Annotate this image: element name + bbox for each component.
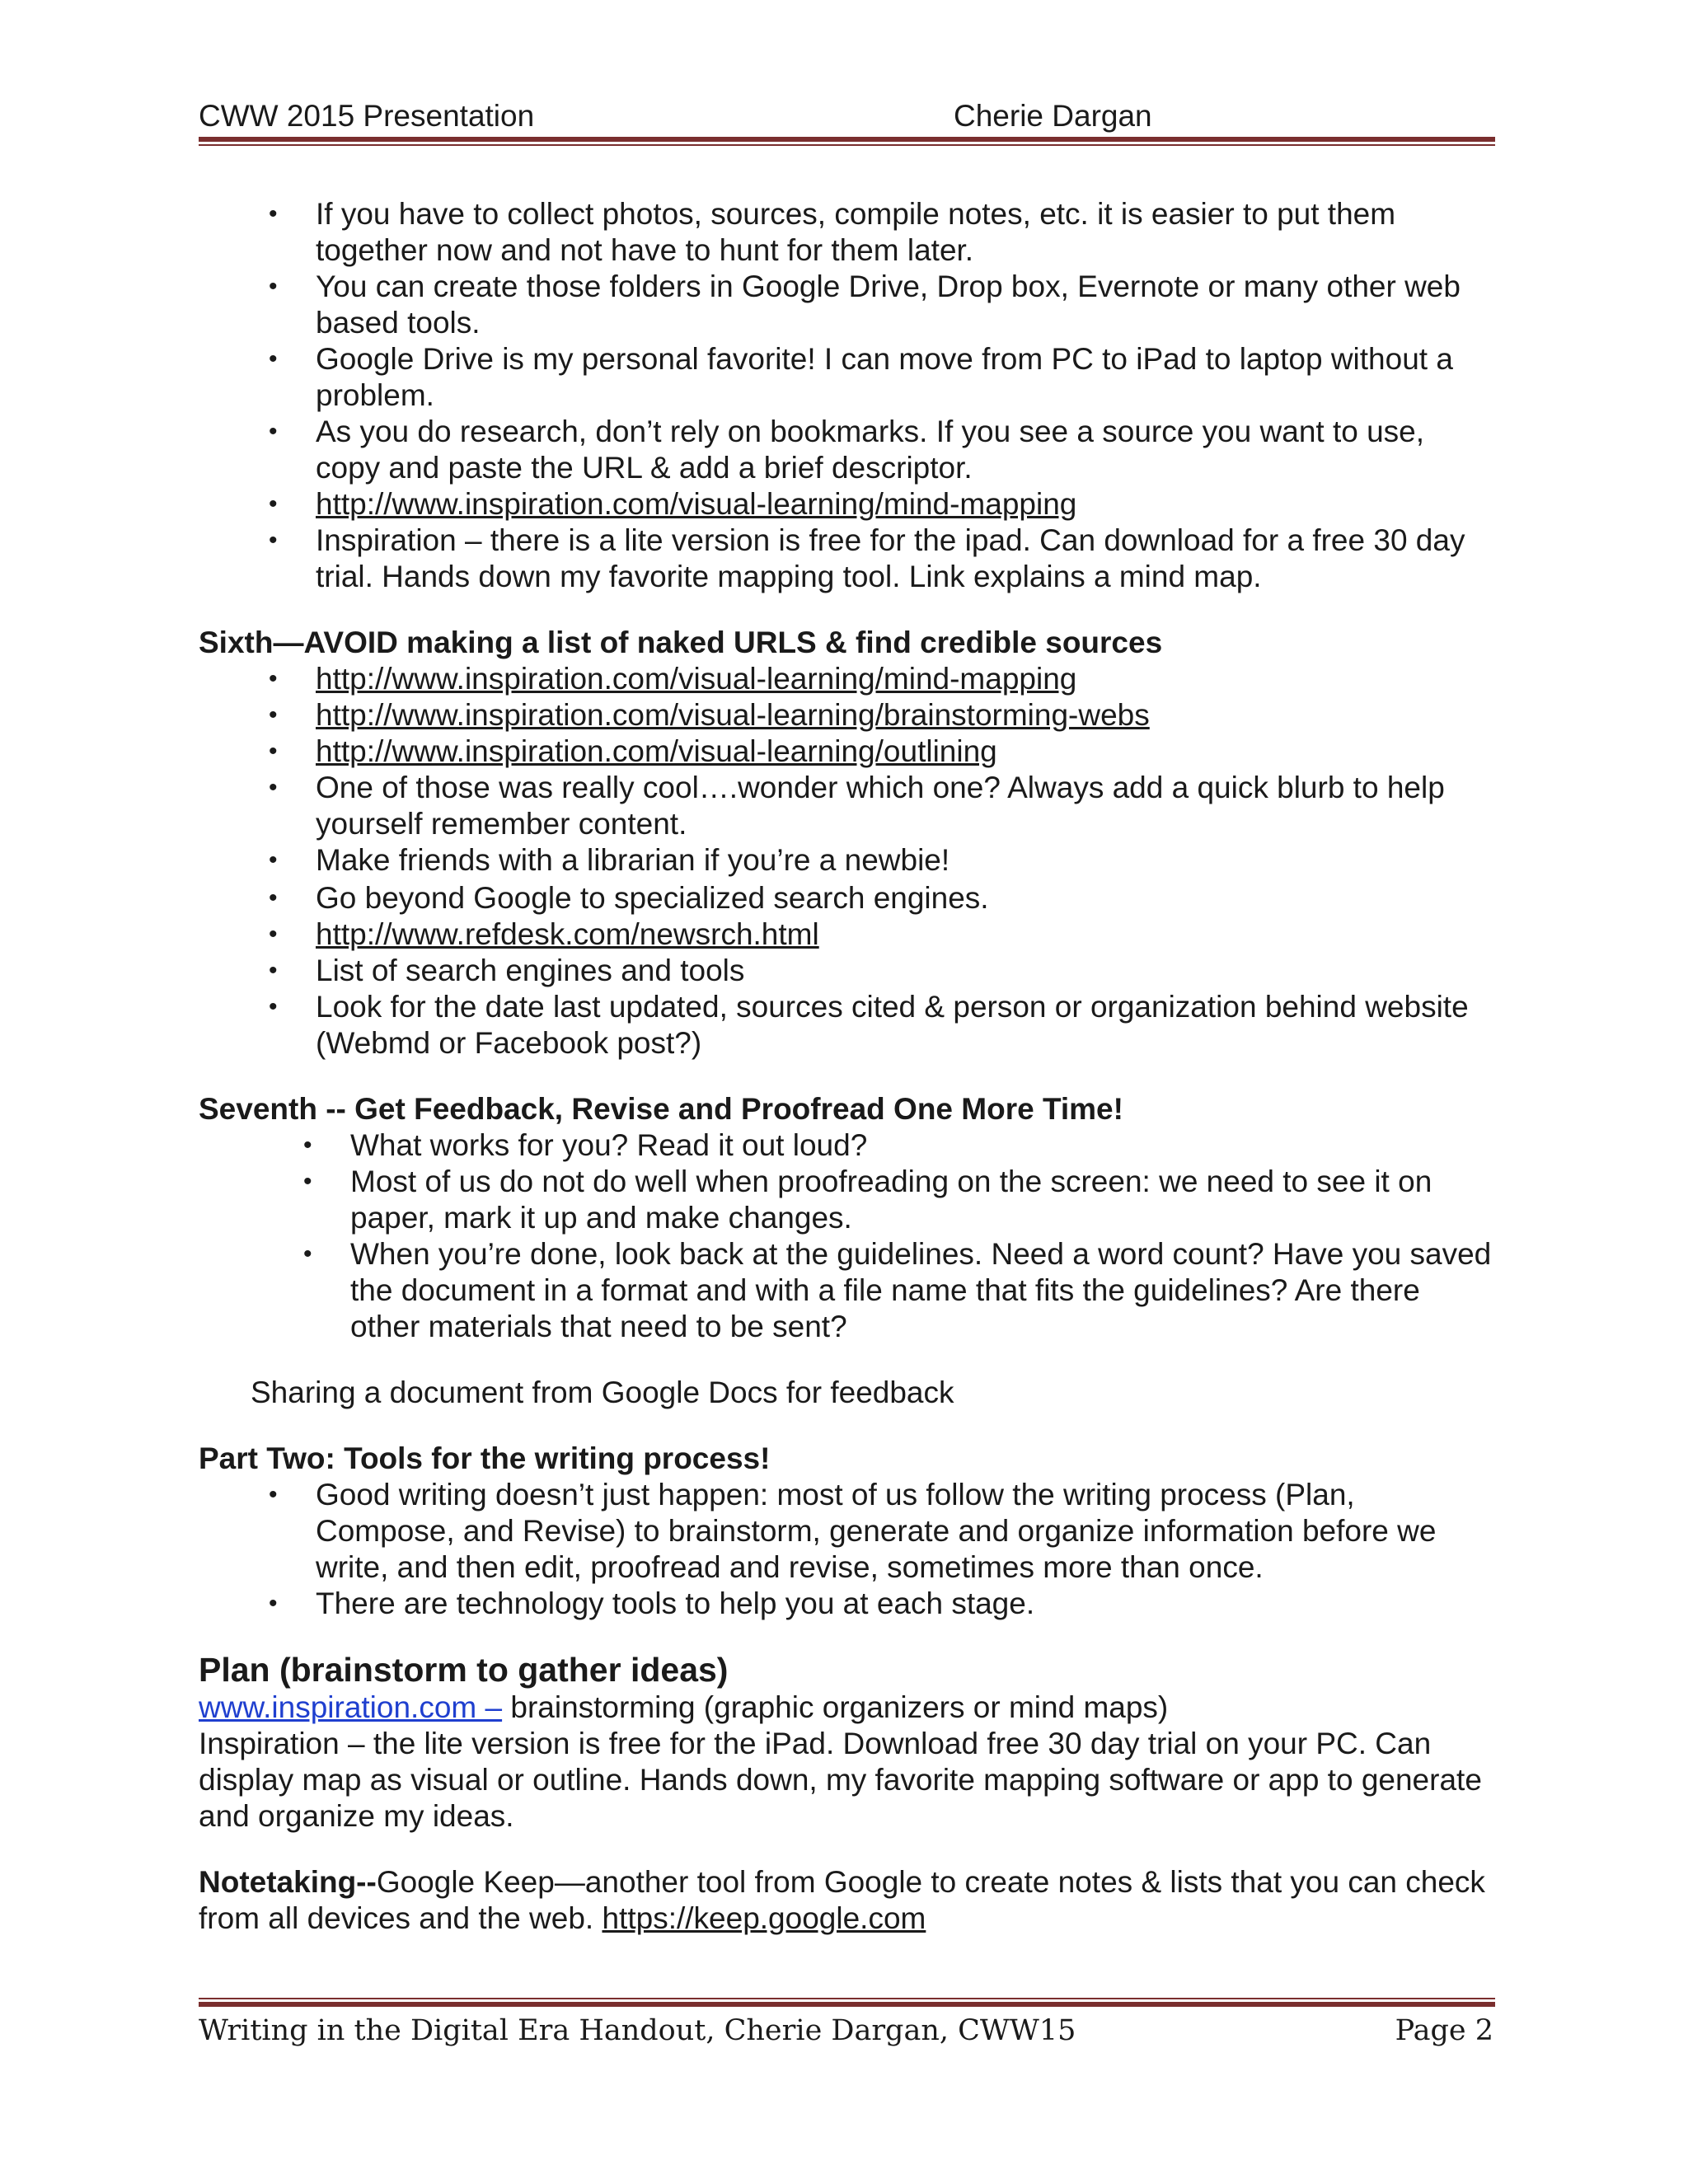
footer-rule-thick — [199, 2002, 1495, 2007]
list-item: • If you have to collect photos, sources, compile notes, etc. it is easier to put them together now and not have to hunt for them later. — [269, 197, 1396, 267]
list-item — [199, 486, 1495, 523]
google-keep-link[interactable]: https://keep.google.com — [602, 1901, 926, 1935]
part-two-list — [199, 1477, 1495, 1622]
sharing-note: Sharing a document from Google Docs for feedback — [251, 1376, 954, 1409]
plan-link-line — [199, 1690, 1495, 1726]
list-item: • As you do research, don’t rely on bookmarks. If you see a source you want to use, copy and paste the URL & add a brief descriptor. — [269, 415, 1425, 485]
bullet-icon: • — [269, 1590, 278, 1617]
list-item: • Google Drive is my personal favorite! I can move from PC to iPad to laptop without a problem. — [269, 342, 1453, 412]
outlining-link[interactable]: http://www.inspiration.com/visual-learning/outlining — [316, 734, 997, 768]
list-item: • Look for the date last updated, sources cited & person or organization behind website (Webmd or Facebook post?) — [269, 990, 1469, 1060]
bullet-icon: • — [269, 200, 278, 227]
footer-rule-thin — [199, 1998, 1495, 1999]
header-title: CWW 2015 Presentation — [199, 99, 535, 133]
bullet-icon: • — [269, 957, 278, 984]
list-item — [199, 697, 1495, 733]
list-item: • Make friends with a librarian if you’re a newbie! — [269, 843, 950, 877]
bullet-icon: • — [269, 665, 278, 692]
bullet-icon: • — [269, 774, 278, 801]
mind-mapping-link[interactable]: http://www.inspiration.com/visual-learning/mind-mapping — [316, 487, 1077, 521]
list-item — [199, 661, 1495, 697]
footer-title: Writing in the Digital Era Handout, Cherie Dargan, CWW15 — [199, 2014, 1076, 2047]
notetaking-paragraph — [199, 1864, 1495, 1937]
list-item: • Most of us do not do well when proofreading on the screen: we need to see it on paper, mark it up and make changes. — [303, 1165, 1432, 1235]
bullet-icon: • — [269, 1481, 278, 1508]
bullet-icon: • — [269, 418, 278, 445]
bullet-icon: • — [269, 738, 278, 765]
bullet-icon: • — [303, 1240, 312, 1268]
list-item: • List of search engines and tools — [269, 954, 745, 987]
bullet-icon: • — [269, 846, 278, 874]
plan-description: Inspiration – the lite version is free for the iPad. Download free 30 day trial on your PC. Can display map as visual or outline. Hands down, my favorite mapping software or app to generate and organize my ideas. — [199, 1727, 1482, 1833]
bullet-icon: • — [269, 884, 278, 912]
list-item: • You can create those folders in Google Drive, Drop box, Evernote or many other web based tools. — [269, 269, 1461, 340]
plan-link-description: brainstorming (graphic organizers or mind maps) — [502, 1690, 1169, 1724]
bullet-icon: • — [269, 701, 278, 729]
bullet-icon: • — [303, 1168, 312, 1195]
section-heading-part-two: Part Two: Tools for the writing process! — [199, 1441, 771, 1475]
header-rule-thick — [199, 137, 1495, 142]
intro-list — [199, 196, 1495, 595]
bullet-icon: • — [269, 993, 278, 1020]
bullet-icon: • — [269, 527, 278, 554]
list-item: • Go beyond Google to specialized search engines. — [269, 881, 989, 915]
bullet-icon: • — [269, 345, 278, 373]
bullet-icon: • — [269, 921, 278, 948]
header-author: Cherie Dargan — [954, 99, 1152, 133]
page-number: Page 2 — [1395, 2014, 1493, 2047]
document-body — [199, 196, 1495, 1937]
bullet-icon: • — [269, 490, 278, 518]
brainstorming-webs-link[interactable]: http://www.inspiration.com/visual-learning/brainstorming-webs — [316, 698, 1150, 732]
list-item — [199, 916, 1495, 953]
sixth-list — [199, 661, 1495, 1062]
seventh-list — [199, 1127, 1495, 1345]
header-rule-thin — [199, 144, 1495, 146]
list-item: • There are technology tools to help you at each stage. — [269, 1586, 1035, 1620]
list-item — [199, 733, 1495, 770]
mind-mapping-link[interactable]: http://www.inspiration.com/visual-learning/mind-mapping — [316, 662, 1077, 696]
notetaking-text: Google Keep—another tool from Google to create notes & lists that you can check from all devices and the web. — [199, 1865, 1485, 1935]
section-heading-seventh: Seventh -- Get Feedback, Revise and Proofread One More Time! — [199, 1092, 1123, 1126]
section-heading-sixth: Sixth—AVOID making a list of naked URLS & find credible sources — [199, 626, 1163, 659]
section-heading-plan: Plan (brainstorm to gather ideas) — [199, 1651, 729, 1689]
bullet-icon: • — [269, 273, 278, 300]
bullet-icon: • — [303, 1132, 312, 1159]
list-item: • When you’re done, look back at the guidelines. Need a word count? Have you saved the document in a format and with a file name that fits the guidelines? Are there other materials that need to be sent? — [303, 1237, 1492, 1343]
list-item: • What works for you? Read it out loud? — [303, 1128, 868, 1162]
inspiration-link[interactable]: www.inspiration.com – — [199, 1690, 503, 1724]
notetaking-label: Notetaking-- — [199, 1865, 377, 1899]
list-item: • Inspiration – there is a lite version is free for the ipad. Can download for a free 30 day trial. Hands down my favorite mapping tool. Link explains a mind map. — [269, 523, 1465, 593]
refdesk-link[interactable]: http://www.refdesk.com/newsrch.html — [316, 917, 819, 951]
list-item: • Good writing doesn’t just happen: most of us follow the writing process (Plan, Compose, and Revise) to brainstorm, generate and organize information before we write, and then edit, proofread and revise, sometimes more than once. — [269, 1478, 1437, 1584]
list-item: • One of those was really cool….wonder which one? Always add a quick blurb to help yourself remember content. — [269, 771, 1445, 841]
